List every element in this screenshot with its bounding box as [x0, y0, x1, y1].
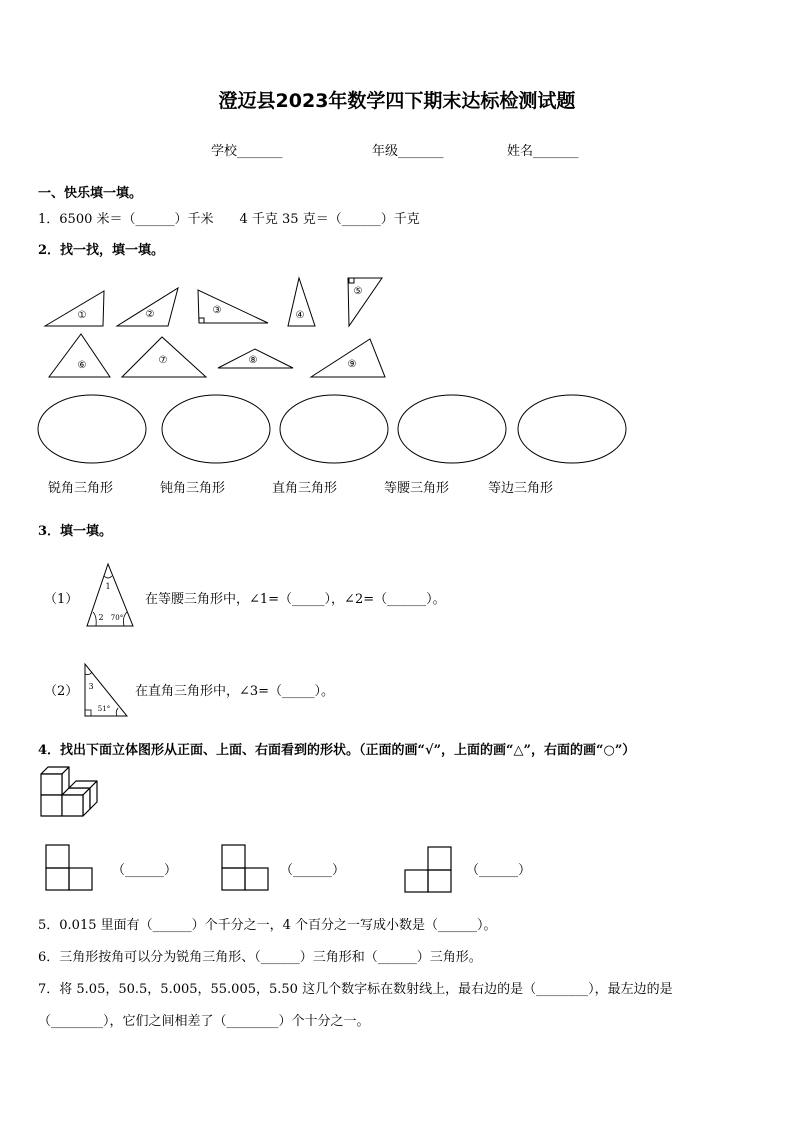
right-angle-mark	[199, 318, 204, 323]
school-field: 学校_______	[211, 144, 283, 159]
grade-field: 年级_______	[372, 144, 444, 159]
oval-isosceles	[398, 395, 506, 463]
cube-solid-figure	[38, 764, 104, 822]
right-triangle-figure	[82, 662, 130, 718]
triangle-9	[311, 339, 385, 377]
triangle-number: ③	[212, 305, 222, 316]
view-3-blank[interactable]: （______）	[466, 863, 532, 878]
question-7-line-1: 7．将 5.05，50.5，5.005，55.005，5.50 这几个数字标在数射线上，最右边的是（________），最左边的是	[38, 982, 673, 997]
triangle-3	[198, 290, 268, 323]
triangle-number: ⑤	[353, 286, 363, 297]
triangles-figure	[0, 270, 794, 390]
question-3-2-label: （2）	[44, 684, 79, 699]
category-right: 直角三角形	[272, 481, 338, 496]
question-7-line-2: （________），它们之间相差了（________）个十分之一。	[38, 1014, 370, 1029]
page-title: 澄迈县2023年数学四下期末达标检测试题	[218, 90, 576, 112]
triangle-number: ④	[295, 310, 305, 321]
oval-equilateral	[518, 395, 626, 463]
triangle-number: ⑧	[248, 355, 258, 366]
section-heading: 一、快乐填一填。	[38, 186, 143, 201]
isosceles-triangle-figure	[84, 562, 136, 630]
triangle-number: ②	[145, 309, 155, 320]
question-5: 5．0.015 里面有（______）个千分之一，4 个百分之一写成小数是（______）。	[38, 918, 497, 933]
triangle-1	[45, 291, 104, 326]
triangle-number: ⑨	[347, 359, 357, 370]
question-1: 1．6500 米＝（______）千米 4 千克 35 克＝（______）千克	[38, 212, 420, 227]
oval-obtuse	[162, 395, 270, 463]
oval-acute	[38, 395, 146, 463]
right-angle-mark	[349, 278, 354, 283]
name-field: 姓名_______	[507, 144, 579, 159]
view-shape-1	[44, 843, 94, 891]
category-isosceles: 等腰三角形	[384, 481, 450, 496]
view-2-blank[interactable]: （______）	[280, 863, 346, 878]
triangle-2	[117, 288, 178, 326]
triangle-number: ①	[77, 310, 87, 321]
oval-right	[280, 395, 388, 463]
question-4: 4．找出下面立体图形从正面、上面、右面看到的形状。（正面的画“√”，上面的画“△”，右面的画“○”）	[38, 743, 636, 758]
angle-2-label: 2	[98, 613, 104, 622]
triangle-number: ⑥	[77, 360, 87, 371]
category-obtuse: 钝角三角形	[160, 481, 226, 496]
answer-ovals	[0, 394, 794, 469]
view-shape-2	[220, 843, 270, 891]
triangle-number: ⑦	[158, 355, 168, 366]
category-equilateral: 等边三角形	[488, 481, 554, 496]
category-acute: 锐角三角形	[48, 481, 114, 496]
question-3-1-label: （1）	[44, 592, 79, 607]
angle-3-label: 3	[88, 682, 94, 691]
question-6: 6．三角形按角可以分为锐角三角形、（______）三角形和（______）三角形。	[38, 950, 482, 965]
angle-70-label: 70°	[110, 614, 124, 622]
question-3: 3．填一填。	[38, 524, 113, 539]
view-1-blank[interactable]: （______）	[112, 863, 178, 878]
angle-51-label: 51°	[97, 705, 111, 713]
question-3-1-text: 在等腰三角形中，∠1=（_____），∠2=（______）。	[145, 592, 446, 607]
view-shape-3	[403, 845, 453, 893]
question-2: 2．找一找，填一填。	[38, 243, 165, 258]
angle-1-label: 1	[105, 582, 111, 591]
question-3-2-text: 在直角三角形中，∠3=（_____）。	[135, 684, 335, 699]
